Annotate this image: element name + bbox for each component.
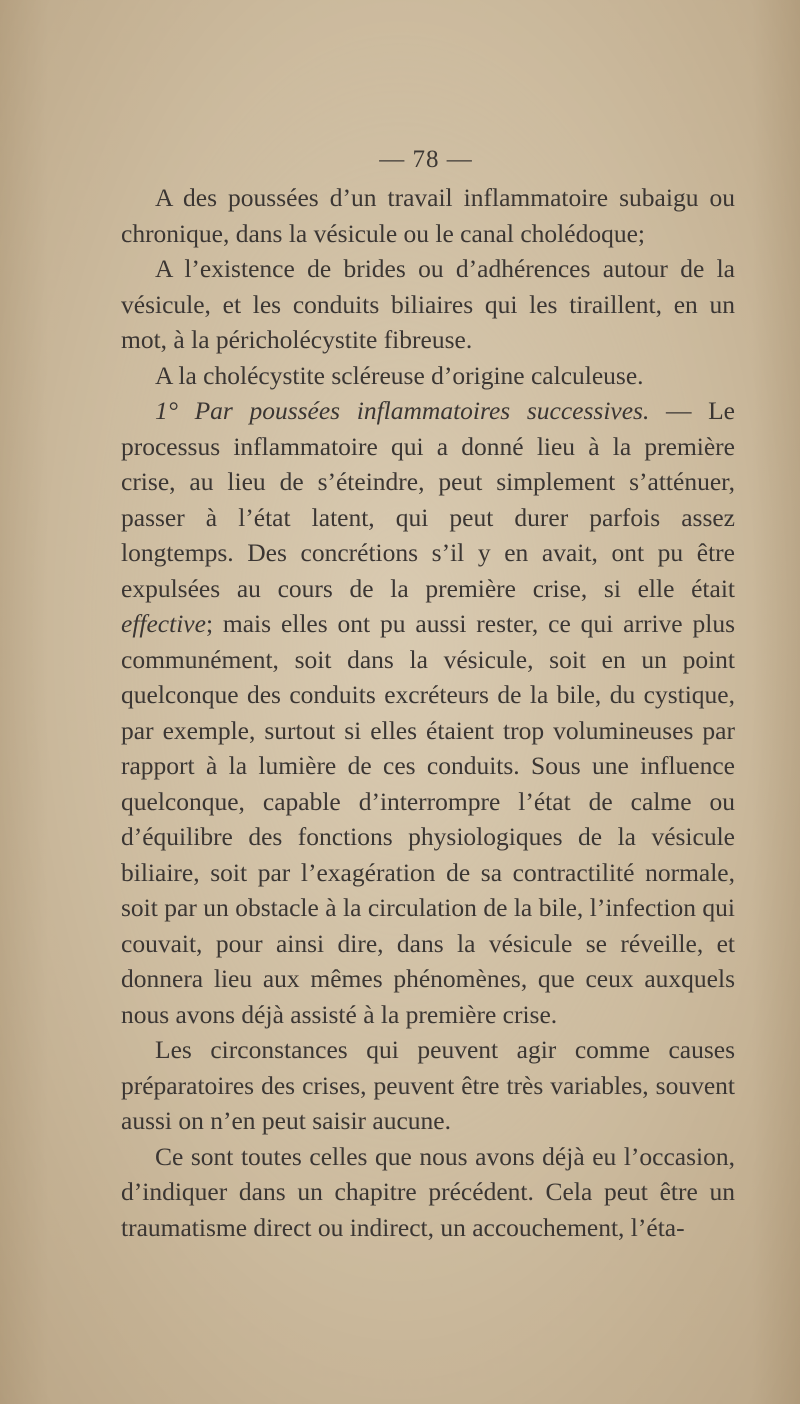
paragraph (121, 180, 735, 251)
paragraph (121, 1032, 735, 1139)
page-number: — 78 — (379, 146, 473, 173)
paragraph (121, 251, 735, 358)
text-segment: Ce sont toutes celles que nous avons déjà eu l’occasion, d’indiquer dans un chapitre précédent. Cela peut être un traumatisme direct ou indirect, un accouchement, l’éta- (121, 1141, 735, 1242)
text-segment: ; mais elles ont pu aussi rester, ce qui arrive plus communément, soit dans la vésicule, soit en un point quelconque des conduits excréteurs de la bile, du cystique, par exemple, surtout si elles étaient trop volumineuses par rapport à la lumière de ces conduits. Sous une influence quelconque, capable d’interrompre l’état de calme ou d’équilibre des fonctions physiologiques de la vésicule biliaire, soit par l’exagération de sa contractilité normale, soit par un obstacle à la circulation de la bile, l’infection qui couvait, pour ainsi dire, dans la vésicule se réveille, et donnera lieu aux mêmes phénomènes, que ceux auxquels nous avons déjà assisté à la première crise. (121, 609, 735, 1029)
paragraph (121, 358, 735, 394)
section-heading-italic: 1° Par poussées inflammatoires successives. (155, 396, 650, 425)
text-segment: A des poussées d’un travail inflammatoire subaigu ou chronique, dans la vésicule ou le canal cholédoque; (121, 183, 735, 248)
text-segment: A l’existence de brides ou d’adhérences autour de la vésicule, et les conduits biliaires qui les tiraillent, en un mot, à la péricholécystite fibreuse. (121, 254, 735, 354)
text-segment: Les circonstances qui peuvent agir comme causes préparatoires des crises, peuvent être très variables, souvent aussi on n’en peut saisir aucune. (121, 1035, 735, 1135)
text-segment: A la cholécystite scléreuse d’origine calculeuse. (155, 360, 644, 390)
paragraph (121, 1139, 735, 1246)
emphasis-italic: effective (121, 609, 206, 638)
paragraph (121, 393, 735, 1032)
text-segment: — Le processus inflammatoire qui a donné lieu à la première crise, au lieu de s’éteindre, peut simplement s’atténuer, passer à l’état latent, qui peut durer parfois assez longtemps. Des concrétions s’il y en avait, ont pu être expulsées au cours de la première crise, si elle était (121, 396, 735, 603)
body-text (121, 180, 735, 1245)
